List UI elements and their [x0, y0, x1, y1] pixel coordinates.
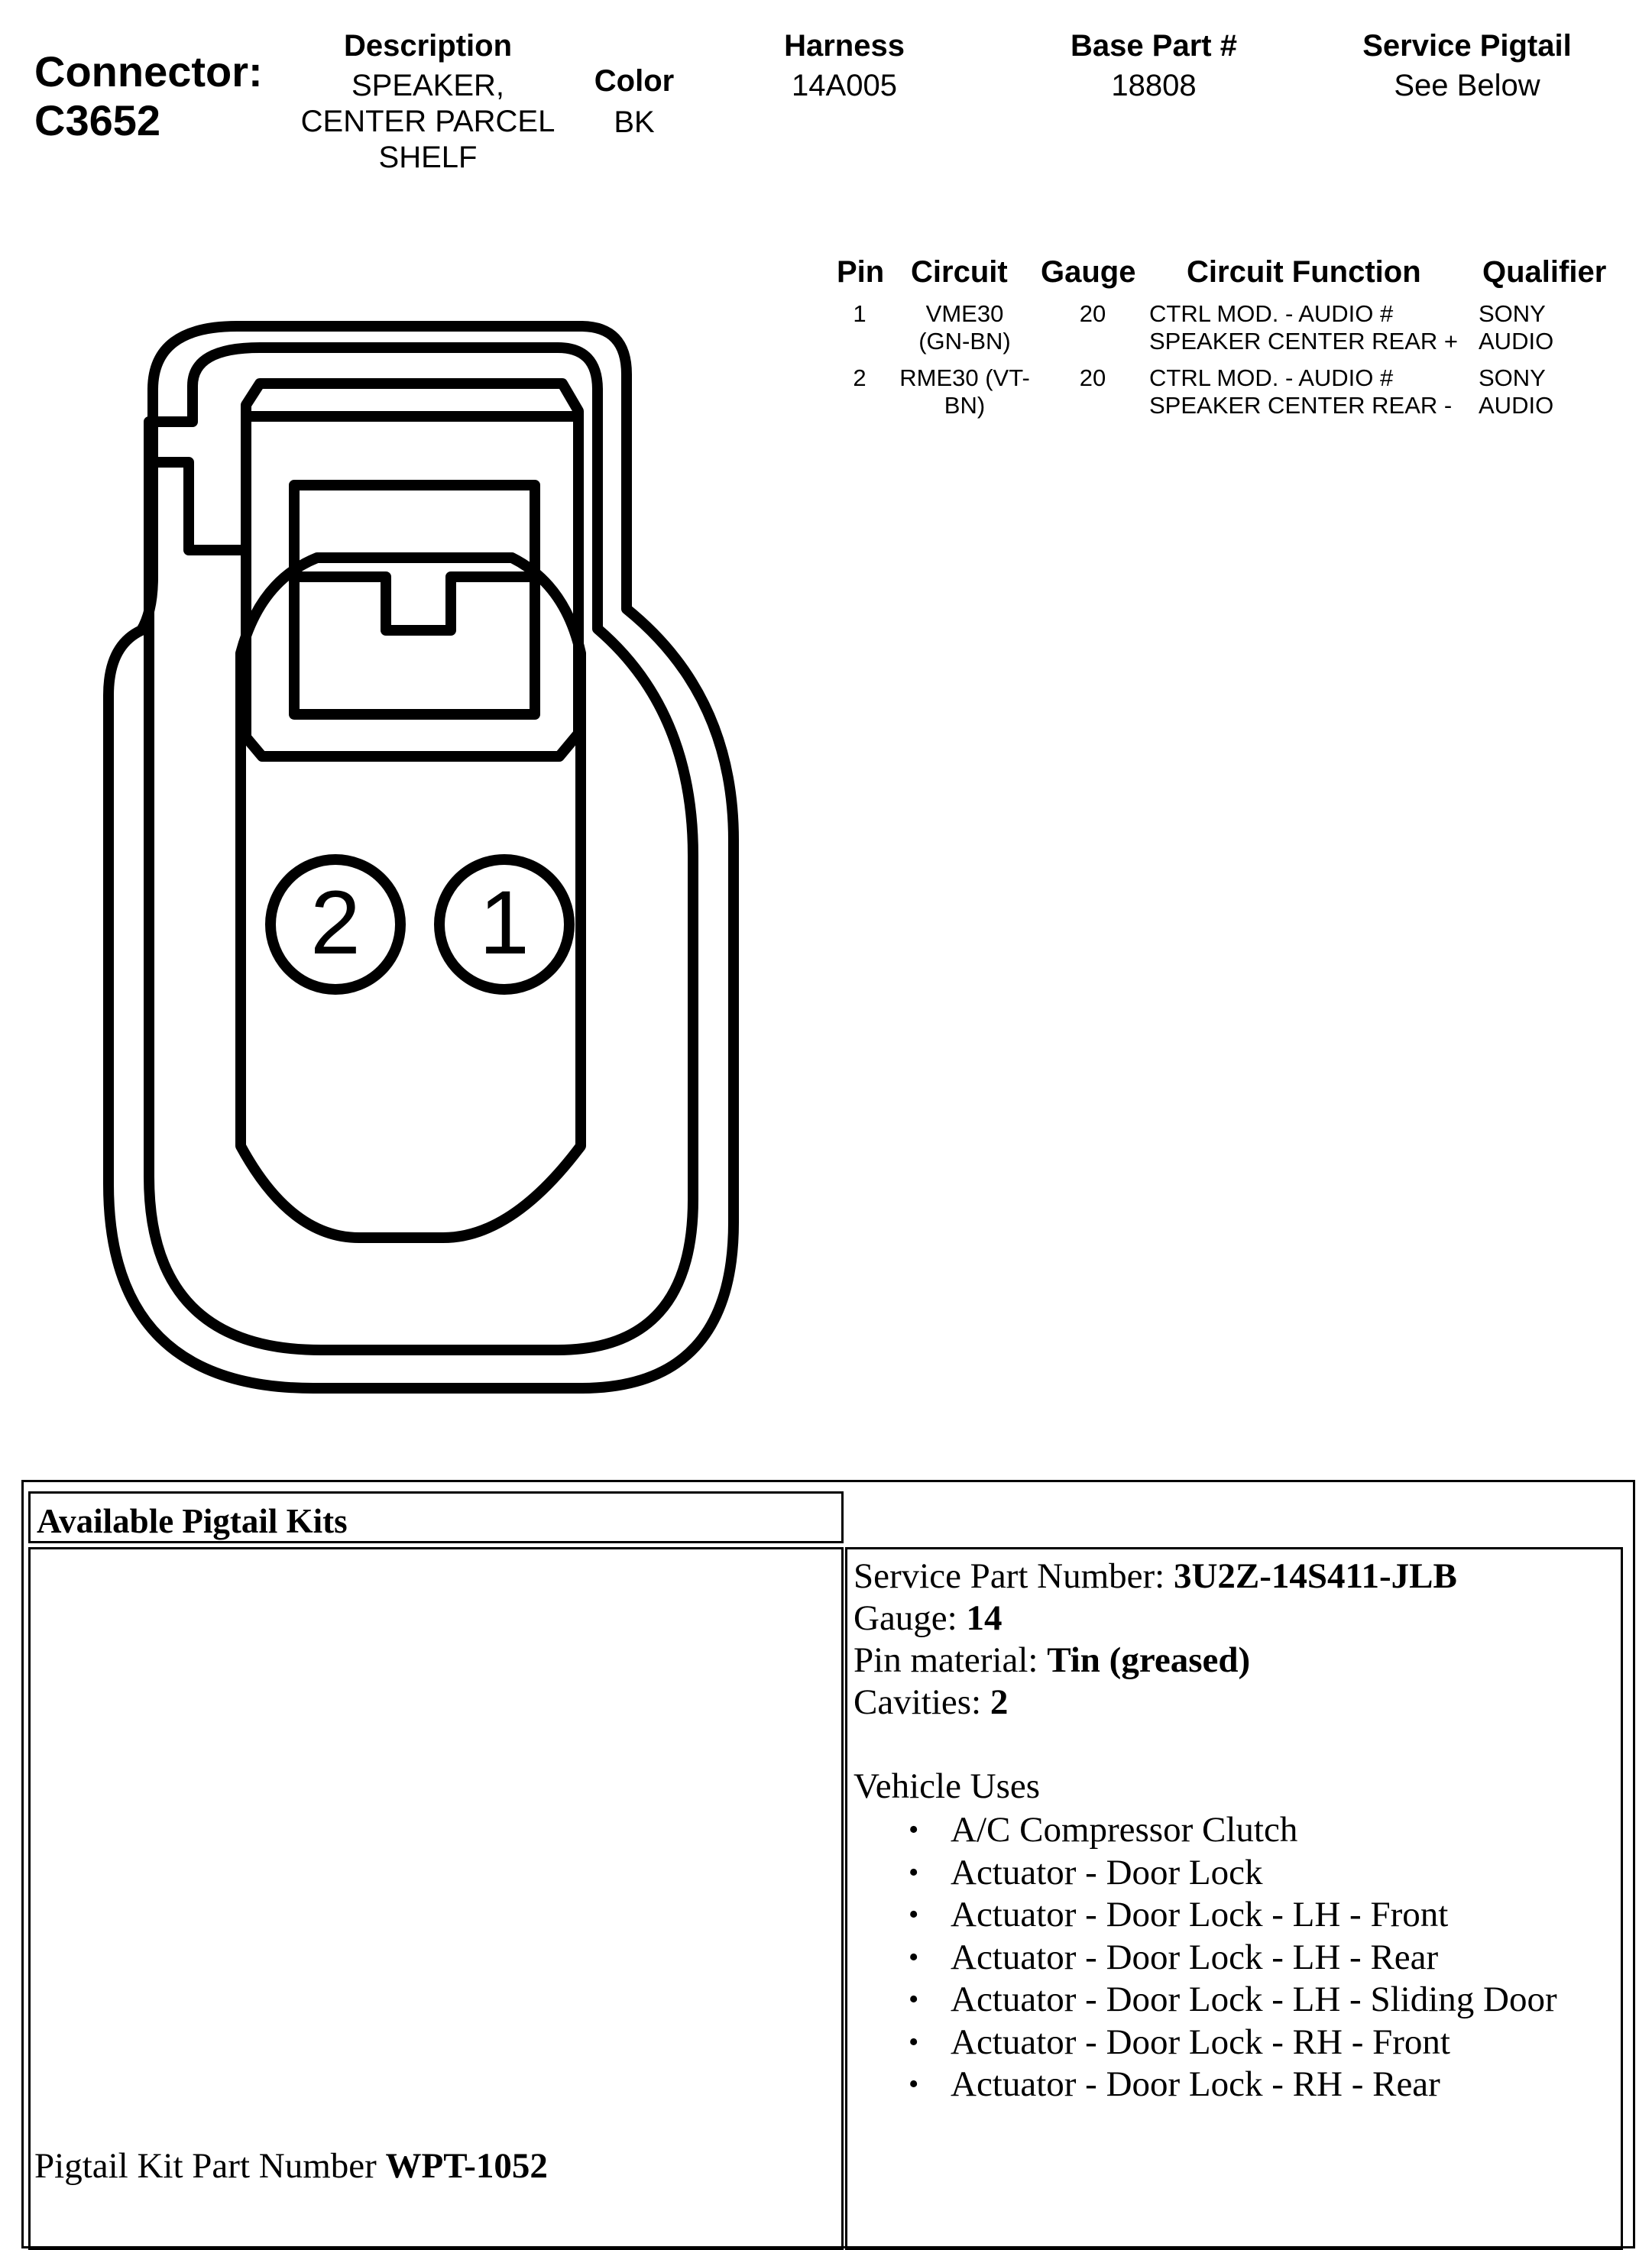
pigtail-kit-part — [34, 2145, 548, 2187]
description-line: SHELF — [378, 141, 478, 174]
pin-material-value: Tin (greased) — [1047, 1640, 1251, 1680]
qualifier-col-header: Qualifier — [1482, 255, 1607, 289]
vehicle-uses-heading: Vehicle Uses — [854, 1766, 1041, 1806]
gauge-line — [854, 1598, 1457, 1640]
circuit-cell — [886, 300, 1043, 355]
description-label: Description — [343, 29, 513, 63]
pigtail-kit-cell — [28, 1547, 844, 2250]
circuit-line: VME30 — [925, 300, 1004, 327]
service-part-value: 3U2Z-14S411-JLB — [1173, 1556, 1457, 1596]
pigtail-kit-label: Pigtail Kit Part Number — [34, 2146, 386, 2186]
qualifier-cell — [1479, 300, 1553, 355]
pigtail-kit-number: WPT-1052 — [385, 2146, 548, 2186]
connector-latch-key — [294, 577, 535, 630]
cavities-value: 2 — [990, 1682, 1009, 1722]
circuit-col-header: Circuit — [911, 255, 1008, 289]
function-line: CTRL MOD. - AUDIO # — [1149, 300, 1394, 327]
function-col-header: Circuit Function — [1187, 255, 1421, 289]
cavities-label: Cavities: — [854, 1682, 990, 1722]
list-item: • Actuator - Door Lock - RH - Front — [909, 2022, 1557, 2064]
gauge-label: Gauge: — [854, 1598, 967, 1638]
function-line: SPEAKER CENTER REAR + — [1149, 328, 1458, 354]
description-block — [275, 29, 581, 176]
gauge-value: 14 — [966, 1598, 1003, 1638]
service-pigtail-block — [1330, 29, 1605, 104]
description-line: CENTER PARCEL — [300, 105, 556, 138]
pin-material-label: Pin material: — [854, 1640, 1048, 1680]
connector-face-diagram — [76, 306, 764, 1398]
description-line: SPEAKER, — [351, 69, 505, 102]
base-part-label: Base Part # — [1071, 29, 1237, 63]
pin-number: 2 — [853, 364, 866, 391]
service-part-label: Service Part Number: — [854, 1556, 1174, 1596]
cavities-line — [854, 1682, 1457, 1724]
vehicle-uses-list — [909, 1809, 1557, 2106]
list-item: • Actuator - Door Lock - LH - Front — [909, 1894, 1557, 1937]
connector-title — [34, 47, 263, 145]
base-part-value: 18808 — [1111, 69, 1197, 102]
cavity-2-label: 2 — [310, 872, 361, 973]
gauge-col-header: Gauge — [1041, 255, 1136, 289]
list-item: • Actuator - Door Lock - RH - Rear — [909, 2064, 1557, 2106]
list-item: • Actuator - Door Lock - LH - Rear — [909, 1937, 1557, 1980]
pigtail-spec-cell — [845, 1547, 1623, 2250]
pigtail-spec-list — [854, 1556, 1457, 1808]
circuit-cell — [886, 364, 1043, 419]
color-value: BK — [614, 105, 655, 139]
circuit-line: RME30 (VT- — [899, 364, 1030, 391]
harness-block — [753, 29, 936, 104]
list-item: • A/C Compressor Clutch — [909, 1809, 1557, 1852]
harness-label: Harness — [784, 29, 905, 63]
color-label: Color — [594, 64, 675, 98]
color-block — [565, 64, 703, 141]
pin-material-line — [854, 1640, 1457, 1682]
service-part-line — [854, 1556, 1457, 1598]
circuit-line: BN) — [944, 392, 986, 419]
gauge-cell: 20 — [1079, 364, 1106, 391]
pin-number: 1 — [853, 300, 866, 327]
cavity-1-label: 1 — [479, 872, 530, 973]
pin-col-header: Pin — [837, 255, 885, 289]
function-line: SPEAKER CENTER REAR - — [1149, 392, 1453, 419]
connector-label: Connector: — [34, 47, 263, 96]
qualifier-line: AUDIO — [1479, 392, 1554, 419]
function-cell — [1149, 300, 1458, 355]
qualifier-line: SONY — [1479, 364, 1546, 391]
qualifier-line: SONY — [1479, 300, 1546, 327]
gauge-cell: 20 — [1079, 300, 1106, 327]
available-pigtail-kits-heading: Available Pigtail Kits — [28, 1491, 844, 1543]
harness-value: 14A005 — [792, 69, 897, 102]
function-line: CTRL MOD. - AUDIO # — [1149, 364, 1394, 391]
connector-latch-window — [294, 485, 535, 714]
description-value — [275, 68, 581, 176]
list-item: • Actuator - Door Lock - LH - Sliding Door — [909, 1979, 1557, 2022]
qualifier-line: AUDIO — [1479, 328, 1554, 354]
base-part-block — [1039, 29, 1268, 104]
service-pigtail-label: Service Pigtail — [1362, 29, 1572, 63]
list-item: • Actuator - Door Lock — [909, 1852, 1557, 1895]
function-cell — [1149, 364, 1452, 419]
service-pigtail-value: See Below — [1394, 69, 1540, 102]
qualifier-cell — [1479, 364, 1553, 419]
connector-inner-shell — [149, 348, 693, 1350]
circuit-line: (GN-BN) — [918, 328, 1011, 354]
connector-id: C3652 — [34, 96, 161, 144]
